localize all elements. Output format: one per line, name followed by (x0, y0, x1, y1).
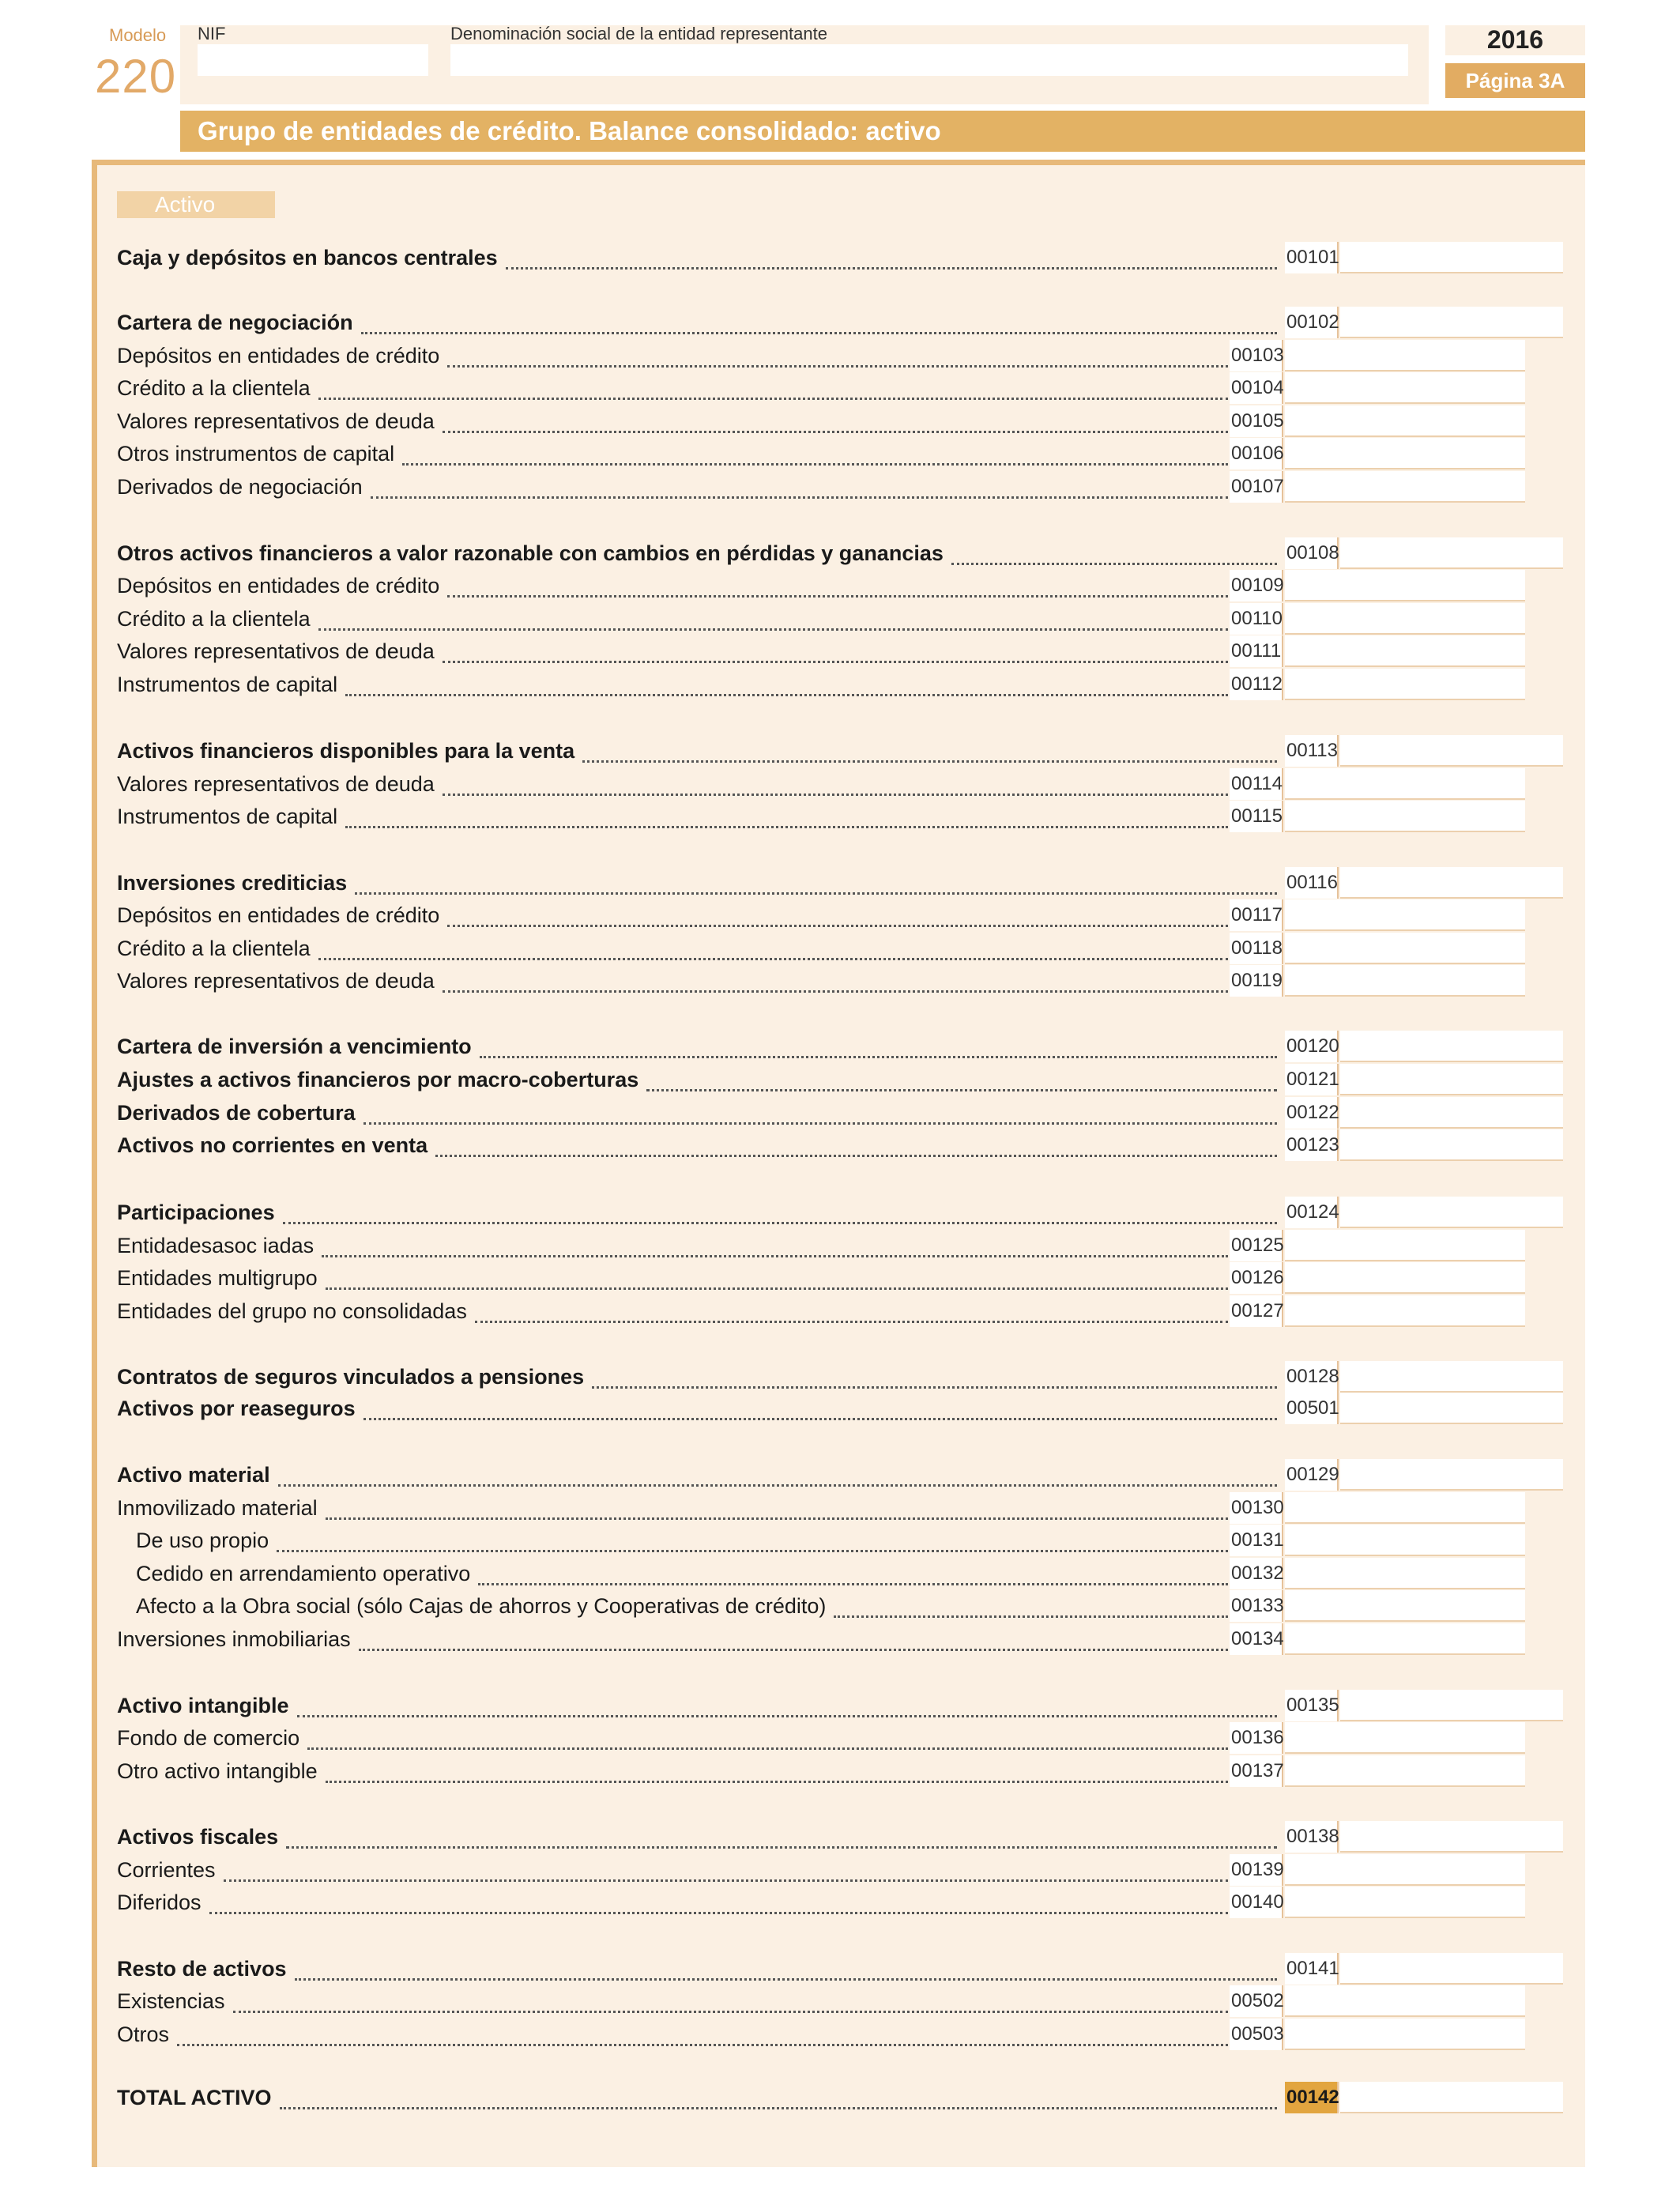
amount-input[interactable] (1285, 340, 1525, 371)
form-row (0, 340, 1680, 371)
row-label: Activos no corrientes en venta (117, 1133, 428, 1157)
field-code: 00102 (1285, 307, 1339, 338)
dot-leader (363, 1121, 1277, 1125)
amount-input[interactable] (1340, 1459, 1563, 1491)
row-label: Inmovilizado material (117, 1496, 318, 1520)
amount-input[interactable] (1285, 1722, 1525, 1754)
amount-input[interactable] (1340, 1031, 1563, 1062)
form-row (0, 1985, 1680, 2017)
row-label: Cartera de inversión a vencimiento (117, 1035, 472, 1058)
amount-input[interactable] (1285, 1755, 1525, 1787)
amount-input[interactable] (1285, 1295, 1525, 1327)
field-code: 00126 (1230, 1262, 1283, 1294)
row-label: Derivados de cobertura (117, 1101, 356, 1125)
amount-input[interactable] (1340, 242, 1563, 273)
amount-input[interactable] (1340, 1197, 1563, 1228)
amount-input[interactable] (1285, 1230, 1525, 1261)
amount-input[interactable] (1340, 1393, 1563, 1424)
field-code: 00131 (1230, 1525, 1283, 1556)
form-row (0, 1722, 1680, 1754)
amount-input[interactable] (1285, 1854, 1525, 1886)
amount-input[interactable] (1285, 1887, 1525, 1918)
field-code: 00108 (1285, 537, 1339, 569)
form-row (0, 1393, 1680, 1424)
denominacion-label: Denominación social de la entidad representante (450, 24, 827, 43)
amount-input[interactable] (1340, 1361, 1563, 1393)
form-row (0, 1854, 1680, 1886)
dot-leader (233, 2009, 1228, 2013)
dot-leader (447, 594, 1228, 598)
row-label: Crédito a la clientela (117, 607, 311, 631)
field-code: 00104 (1230, 372, 1283, 404)
row-label: Participaciones (117, 1201, 275, 1224)
amount-input[interactable] (1285, 635, 1525, 667)
field-code: 00105 (1230, 405, 1283, 437)
form-row (0, 965, 1680, 997)
dot-leader (286, 1845, 1277, 1849)
dot-leader (318, 627, 1228, 631)
dot-leader (834, 1614, 1228, 1618)
form-row (0, 1361, 1680, 1393)
form-row (0, 1031, 1680, 1062)
form-row (0, 1459, 1680, 1491)
dot-leader (322, 1253, 1228, 1257)
amount-input[interactable] (1340, 537, 1563, 569)
row-label: Activos por reaseguros (117, 1397, 356, 1420)
amount-input[interactable] (1285, 669, 1525, 700)
row-label: Depósitos en entidades de crédito (117, 344, 440, 368)
form-row (0, 1953, 1680, 1985)
form-row (0, 1230, 1680, 1261)
row-label: Depósitos en entidades de crédito (117, 903, 440, 927)
form-row (0, 635, 1680, 667)
form-row (0, 1262, 1680, 1294)
row-label: Cedido en arrendamiento operativo (136, 1562, 471, 1585)
dot-leader (402, 462, 1228, 466)
dot-leader (480, 1054, 1277, 1058)
dot-leader (318, 956, 1228, 960)
row-label: Otros instrumentos de capital (117, 442, 395, 466)
form-row (0, 867, 1680, 899)
row-label: Instrumentos de capital (117, 673, 338, 696)
row-label: Contratos de seguros vinculados a pensiones (117, 1365, 585, 1389)
row-label: Corrientes (117, 1858, 216, 1882)
amount-input[interactable] (1340, 1953, 1563, 1985)
row-label: Otro activo intangible (117, 1759, 318, 1783)
form-row (0, 405, 1680, 437)
page-label: Página 3A (1445, 63, 1585, 98)
amount-input[interactable] (1340, 1064, 1563, 1095)
dot-leader (371, 495, 1228, 499)
row-label: Ajustes a activos financieros por macro-coberturas (117, 1068, 639, 1091)
row-label: Entidades del grupo no consolidadas (117, 1299, 467, 1323)
dot-leader (224, 1878, 1228, 1882)
field-code: 00106 (1230, 438, 1283, 469)
dot-leader (646, 1088, 1277, 1091)
field-code: 00127 (1230, 1295, 1283, 1327)
amount-input[interactable] (1285, 1623, 1525, 1655)
amount-input[interactable] (1285, 603, 1525, 635)
form-row (0, 1558, 1680, 1589)
amount-input[interactable] (1285, 965, 1525, 997)
amount-input[interactable] (1285, 2019, 1525, 2050)
amount-input[interactable] (1285, 768, 1525, 800)
dot-leader (345, 692, 1228, 696)
row-label: Otros (117, 2022, 170, 2046)
row-label: Derivados de negociación (117, 475, 363, 499)
field-code: 00123 (1285, 1129, 1339, 1161)
form-row (0, 570, 1680, 601)
row-label: Diferidos (117, 1891, 202, 1914)
nif-input[interactable] (198, 44, 428, 76)
amount-input[interactable] (1285, 933, 1525, 964)
field-code: 00141 (1285, 1953, 1339, 1985)
form-row (0, 1492, 1680, 1524)
dot-leader (295, 1977, 1277, 1981)
amount-input[interactable] (1340, 1821, 1563, 1853)
amount-input[interactable] (1340, 1097, 1563, 1129)
amount-input[interactable] (1340, 1690, 1563, 1721)
amount-input[interactable] (1285, 801, 1525, 832)
form-row (0, 735, 1680, 767)
row-label: Crédito a la clientela (117, 376, 311, 400)
field-code: 00137 (1230, 1755, 1283, 1787)
row-label: Entidadesasoc iadas (117, 1234, 315, 1257)
amount-input[interactable] (1285, 1590, 1525, 1622)
dot-leader (361, 330, 1277, 334)
row-label: Otros activos financieros a valor razonable con cambios en pérdidas y ganancias (117, 541, 944, 565)
dot-leader (506, 266, 1277, 270)
form-row (0, 1887, 1680, 1918)
form-row (0, 438, 1680, 469)
field-code: 00103 (1230, 340, 1283, 371)
dot-leader (443, 659, 1228, 663)
field-code: 00107 (1230, 471, 1283, 503)
row-label: Valores representativos de deuda (117, 969, 435, 993)
dot-leader (326, 1516, 1228, 1520)
section-tab-activo: Activo (117, 191, 275, 218)
row-label: Inversiones inmobiliarias (117, 1627, 351, 1651)
amount-input[interactable] (1285, 1262, 1525, 1294)
field-code: 00124 (1285, 1197, 1339, 1228)
field-code: 00135 (1285, 1690, 1339, 1721)
dot-leader (478, 1581, 1228, 1585)
field-code: 00138 (1285, 1821, 1339, 1853)
dot-leader (447, 923, 1228, 927)
field-code: 00132 (1230, 1558, 1283, 1589)
field-code: 00110 (1230, 603, 1283, 635)
dot-leader (443, 792, 1228, 796)
field-code: 00502 (1230, 1985, 1283, 2017)
form-row (0, 1197, 1680, 1228)
form-row (0, 1097, 1680, 1129)
row-label: Resto de activos (117, 1957, 287, 1981)
row-label: Cartera de negociación (117, 311, 353, 334)
dot-leader (326, 1286, 1228, 1290)
dot-leader (283, 1220, 1277, 1224)
field-code: 00503 (1230, 2019, 1283, 2050)
row-label: Depósitos en entidades de crédito (117, 574, 440, 598)
dot-leader (475, 1319, 1228, 1323)
form-row (0, 242, 1680, 273)
amount-input[interactable] (1285, 438, 1525, 469)
row-label: Fondo de comercio (117, 1726, 300, 1750)
dot-leader (345, 824, 1228, 828)
amount-input[interactable] (1285, 1985, 1525, 2017)
field-code: 00128 (1285, 1361, 1339, 1393)
form-row (0, 471, 1680, 503)
row-label: Crédito a la clientela (117, 937, 311, 960)
dot-leader (307, 1746, 1228, 1750)
row-label: Existencias (117, 1989, 225, 2013)
dot-leader (447, 364, 1228, 368)
dot-leader (363, 1416, 1277, 1420)
dot-leader (177, 2042, 1228, 2046)
form-row (0, 933, 1680, 964)
field-code: 00114 (1230, 768, 1283, 800)
row-label: Entidades multigrupo (117, 1266, 318, 1290)
dot-leader (443, 429, 1228, 433)
field-code: 00140 (1230, 1887, 1283, 1918)
form-row (0, 1821, 1680, 1853)
amount-input[interactable] (1285, 1492, 1525, 1524)
field-code: 00122 (1285, 1097, 1339, 1129)
amount-input[interactable] (1285, 1525, 1525, 1556)
row-label: Instrumentos de capital (117, 805, 338, 828)
dot-leader (359, 1647, 1228, 1651)
amount-input[interactable] (1340, 2082, 1563, 2113)
field-code: 00129 (1285, 1459, 1339, 1491)
dot-leader (582, 759, 1277, 763)
field-code: 00115 (1230, 801, 1283, 832)
amount-input[interactable] (1285, 899, 1525, 931)
dot-leader (951, 561, 1277, 565)
form-row (0, 372, 1680, 404)
row-label: Valores representativos de deuda (117, 409, 435, 433)
dot-leader (280, 2105, 1277, 2109)
form-row (0, 801, 1680, 832)
dot-leader (277, 1548, 1228, 1552)
row-label: Valores representativos de deuda (117, 639, 435, 663)
amount-input[interactable] (1285, 570, 1525, 601)
form-row (0, 1525, 1680, 1556)
form-row (0, 603, 1680, 635)
row-label: TOTAL ACTIVO (117, 2086, 272, 2109)
dot-leader (209, 1910, 1228, 1914)
field-code: 00134 (1230, 1623, 1283, 1655)
form-row (0, 1129, 1680, 1161)
field-code: 00142 (1285, 2082, 1339, 2113)
row-label: Activos fiscales (117, 1825, 279, 1849)
dot-leader (318, 396, 1228, 400)
dot-leader (435, 1153, 1277, 1157)
amount-input[interactable] (1285, 471, 1525, 503)
dot-leader (592, 1385, 1277, 1389)
row-label: De uso propio (136, 1529, 269, 1552)
year-label: 2016 (1486, 25, 1544, 54)
form-row (0, 537, 1680, 569)
amount-input[interactable] (1340, 867, 1563, 899)
field-code: 00117 (1230, 899, 1283, 931)
dot-leader (326, 1779, 1228, 1783)
form-row (0, 768, 1680, 800)
field-code: 00501 (1285, 1393, 1339, 1424)
field-code: 00109 (1230, 570, 1283, 601)
amount-input[interactable] (1340, 307, 1563, 338)
dot-leader (297, 1713, 1277, 1717)
form-row (0, 899, 1680, 931)
form-row (0, 1590, 1680, 1622)
amount-input[interactable] (1285, 372, 1525, 404)
field-code: 00120 (1285, 1031, 1339, 1062)
field-code: 00130 (1230, 1492, 1283, 1524)
field-code: 00116 (1285, 867, 1339, 899)
amount-input[interactable] (1340, 1129, 1563, 1161)
row-label: Valores representativos de deuda (117, 772, 435, 796)
row-label: Inversiones crediticias (117, 871, 348, 895)
dot-leader (443, 989, 1228, 993)
denominacion-input[interactable] (450, 44, 1408, 76)
row-label: Afecto a la Obra social (sólo Cajas de ahorros y Cooperativas de crédito) (136, 1594, 827, 1618)
form-row (0, 669, 1680, 700)
field-code: 00119 (1230, 965, 1283, 997)
row-label: Caja y depósitos en bancos centrales (117, 246, 498, 270)
form-row (0, 1690, 1680, 1721)
form-row (0, 2082, 1680, 2113)
field-code: 00118 (1230, 933, 1283, 964)
field-code: 00136 (1230, 1722, 1283, 1754)
form-row (0, 307, 1680, 338)
field-code: 00125 (1230, 1230, 1283, 1261)
field-code: 00111 (1230, 635, 1283, 667)
page-title: Grupo de entidades de crédito. Balance consolidado: activo (180, 111, 1585, 152)
form-row (0, 2019, 1680, 2050)
row-label: Activo intangible (117, 1694, 289, 1717)
amount-input[interactable] (1285, 1558, 1525, 1589)
amount-input[interactable] (1285, 405, 1525, 437)
row-label: Activos financieros disponibles para la venta (117, 739, 575, 763)
form-row (0, 1295, 1680, 1327)
field-code: 00139 (1230, 1854, 1283, 1886)
field-code: 00121 (1285, 1064, 1339, 1095)
field-code: 00101 (1285, 242, 1339, 273)
nif-label: NIF (198, 24, 226, 43)
field-code: 00113 (1285, 735, 1339, 767)
field-code: 00112 (1230, 669, 1283, 700)
form-row (0, 1755, 1680, 1787)
form-row (0, 1623, 1680, 1655)
dot-leader (355, 891, 1277, 895)
field-code: 00133 (1230, 1590, 1283, 1622)
modelo-label: Modelo (109, 25, 167, 45)
form-row (0, 1064, 1680, 1095)
modelo-number: 220 (95, 50, 177, 103)
dot-leader (278, 1483, 1277, 1487)
amount-input[interactable] (1340, 735, 1563, 767)
row-label: Activo material (117, 1463, 270, 1487)
